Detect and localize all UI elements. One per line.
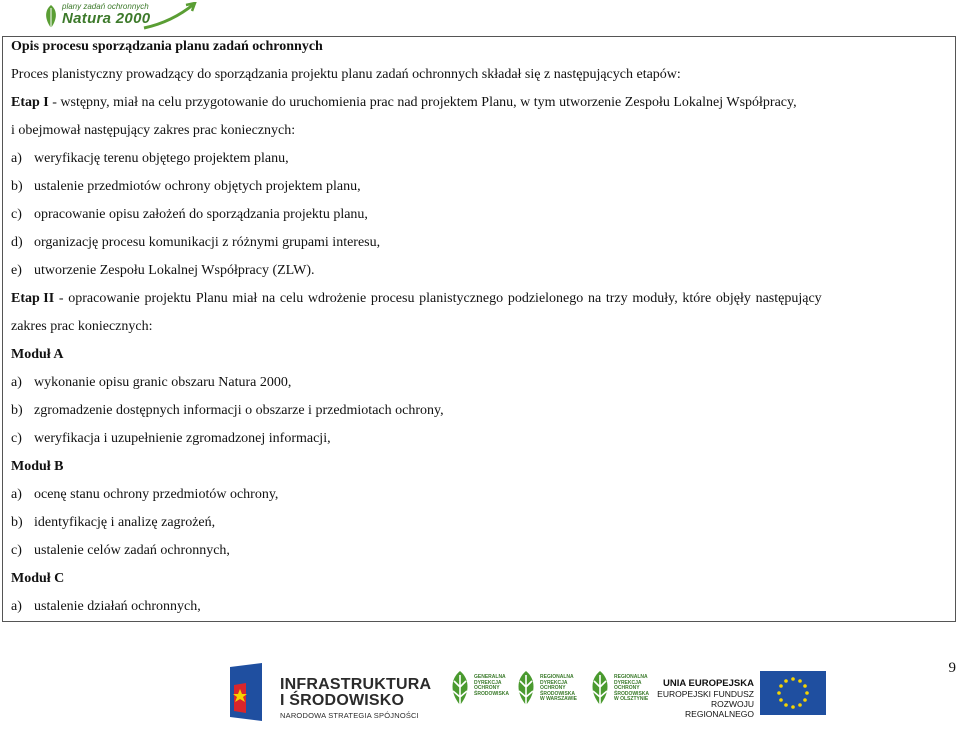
list-marker: b) xyxy=(11,179,23,194)
rdos-line: DYREKCJA xyxy=(614,679,642,686)
rdos-line: OCHRONY xyxy=(540,685,566,691)
list-item-text: ustalenie działań ochronnych, xyxy=(34,599,201,614)
list-item-text: opracowanie opisu założeń do sporządzania projektu planu, xyxy=(34,207,368,222)
list-item xyxy=(11,375,949,391)
infrastruktura-line2: I ŚRODOWISKO xyxy=(280,692,405,709)
etap-1-text: - wstępny, miał na celu przygotowanie do uruchomienia prac nad projektem Planu, w tym utworzenie Zespołu Lokalnej Współpracy, xyxy=(48,95,797,110)
list-marker: a) xyxy=(11,487,22,502)
rdos-warszawa-label xyxy=(540,675,577,703)
list-marker: e) xyxy=(11,263,22,278)
infrastruktura-flag-icon xyxy=(224,663,266,725)
list-marker: a) xyxy=(11,151,22,166)
list-marker: a) xyxy=(11,599,22,614)
list-marker: a) xyxy=(11,375,22,390)
list-item-text: weryfikacja i uzupełnienie zgromadzonej informacji, xyxy=(34,431,331,446)
rdos-line: DYREKCJA xyxy=(540,679,568,686)
list-item xyxy=(11,599,949,615)
list-marker: c) xyxy=(11,431,22,446)
list-item xyxy=(11,543,949,559)
gdos-line: OCHRONY xyxy=(474,685,500,691)
etap-1-paragraph xyxy=(11,95,949,111)
list-item xyxy=(11,515,949,531)
etap-2-paragraph xyxy=(11,291,949,307)
list-marker: d) xyxy=(11,235,23,250)
etap-2-continuation: zakres prac koniecznych: xyxy=(11,319,153,334)
modul-a-heading: Moduł A xyxy=(11,347,64,362)
list-item xyxy=(11,431,949,447)
list-item-text: weryfikację terenu objętego projektem planu, xyxy=(34,151,289,166)
list-item-text: identyfikację i analizę zagrożeń, xyxy=(34,515,216,530)
modul-c-heading: Moduł C xyxy=(11,571,65,586)
list-item-text: wykonanie opisu granic obszaru Natura 2000, xyxy=(34,375,292,390)
infrastruktura-sub: NARODOWA STRATEGIA SPÓJNOŚCI xyxy=(280,711,419,720)
list-item-text: zgromadzenie dostępnych informacji o obszarze i przedmiotach ochrony, xyxy=(34,403,444,418)
rdos-olsztyn-leaf-icon xyxy=(588,669,612,715)
list-item xyxy=(11,235,949,251)
list-marker: c) xyxy=(11,543,22,558)
rdos-line: ŚRODOWISKA xyxy=(540,690,575,697)
eu-line: EUROPEJSKI FUNDUSZ xyxy=(657,689,754,699)
list-item xyxy=(11,487,949,503)
gdos-label xyxy=(474,675,509,697)
list-item xyxy=(11,151,949,167)
intro-text: Proces planistyczny prowadzący do sporządzania projektu planu zadań ochronnych składał się z następujących etapów: xyxy=(11,67,681,82)
list-item-text: organizację procesu komunikacji z różnymi grupami interesu, xyxy=(34,235,381,250)
section-title: Opis procesu sporządzania planu zadań ochronnych xyxy=(11,39,323,54)
rdos-line: ŚRODOWISKA xyxy=(614,690,649,697)
list-marker: b) xyxy=(11,515,23,530)
content-box xyxy=(2,36,956,622)
gdos-line: GENERALNA xyxy=(474,674,506,680)
gdos-leaf-icon xyxy=(448,669,472,715)
eu-flag-icon xyxy=(760,671,826,715)
eu-label xyxy=(640,679,754,719)
list-item-text: ustalenie celów zadań ochronnych, xyxy=(34,543,230,558)
logo-title: Natura 2000 xyxy=(62,10,151,27)
eu-line: ROZWOJU REGIONALNEGO xyxy=(685,699,754,719)
modul-b-heading: Moduł B xyxy=(11,459,64,474)
list-item xyxy=(11,263,949,279)
list-item-text: utworzenie Zespołu Lokalnej Współpracy (ZLW). xyxy=(34,263,315,278)
rdos-line: REGIONALNA xyxy=(614,674,648,680)
rdos-warszawa-leaf-icon xyxy=(514,669,538,715)
rdos-line: W OLSZTYNIE xyxy=(614,696,649,702)
etap-1-label: Etap I xyxy=(11,95,49,110)
list-item-text: ocenę stanu ochrony przedmiotów ochrony, xyxy=(34,487,279,502)
footer-logos xyxy=(0,655,960,729)
infrastruktura-line1: INFRASTRUKTURA xyxy=(280,676,432,693)
etap-1-continuation: i obejmował następujący zakres prac koniecznych: xyxy=(11,123,296,138)
list-item xyxy=(11,179,949,195)
natura-2000-logo xyxy=(42,2,162,32)
etap-2-label: Etap II xyxy=(11,291,55,306)
gdos-line: DYREKCJA xyxy=(474,679,502,686)
gdos-line: ŚRODOWISKA xyxy=(474,690,509,697)
logo-tagline: plany zadań ochronnych xyxy=(62,2,149,11)
page-number: 9 xyxy=(948,660,956,676)
list-marker: c) xyxy=(11,207,22,222)
list-item xyxy=(11,403,949,419)
etap-2-text: - opracowanie projektu Planu miał na celu wdrożenie procesu planistycznego podzielonego na trzy moduły, które objęły następujący xyxy=(54,291,822,306)
leaf-icon xyxy=(42,4,60,30)
list-item-text: ustalenie przedmiotów ochrony objętych projektem planu, xyxy=(34,179,361,194)
rdos-line: OCHRONY xyxy=(614,685,640,691)
swoosh-icon xyxy=(142,2,198,32)
rdos-line: REGIONALNA xyxy=(540,674,574,680)
rdos-line: W WARSZAWIE xyxy=(540,696,577,702)
list-marker: b) xyxy=(11,403,23,418)
list-item xyxy=(11,207,949,223)
eu-line: UNIA EUROPEJSKA xyxy=(663,678,754,689)
